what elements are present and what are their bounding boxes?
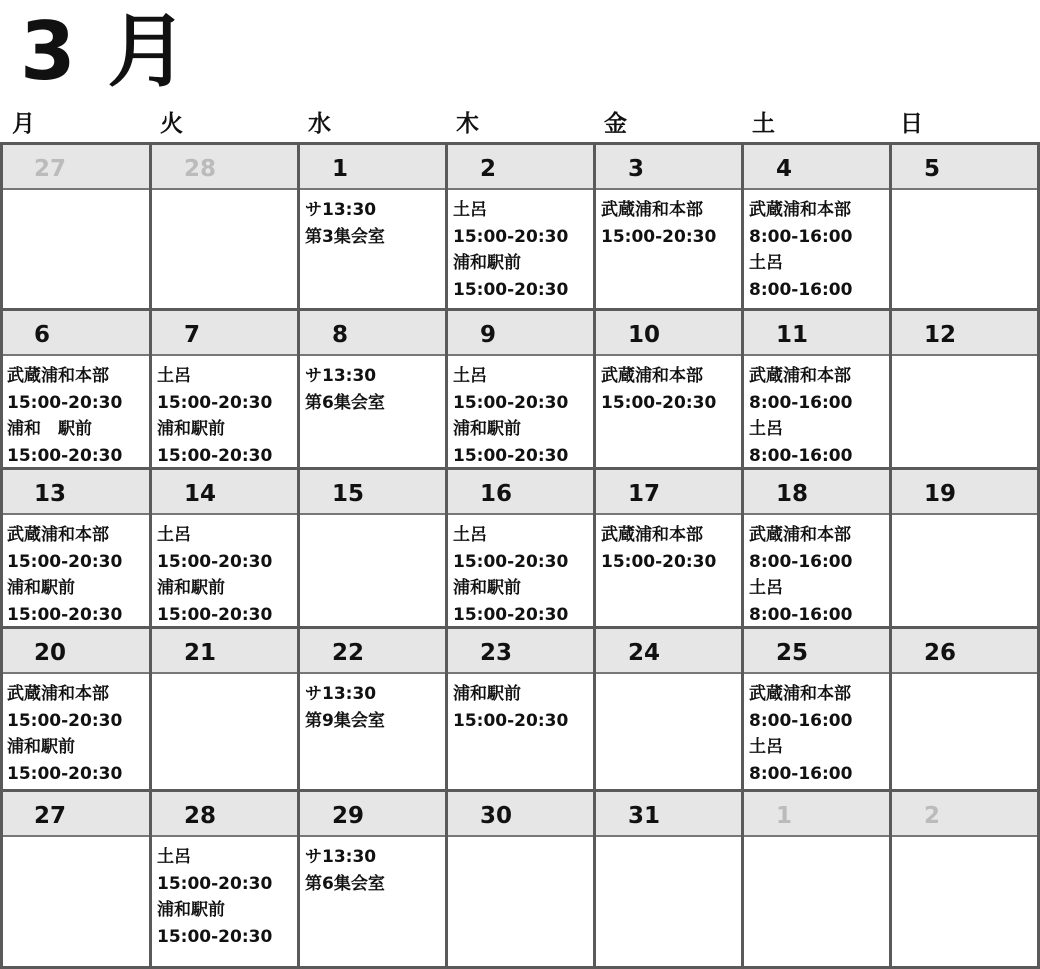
day-header — [0, 467, 150, 513]
event-list — [453, 522, 592, 628]
event-text: 8:00-16:00 — [749, 445, 853, 466]
day-cell[interactable] — [594, 626, 742, 789]
event-list — [453, 197, 592, 303]
day-header — [298, 626, 446, 672]
day-number: 25 — [776, 640, 809, 666]
event-text: 15:00-20:30 — [157, 551, 273, 572]
weekday-header — [0, 106, 1040, 142]
day-header — [298, 467, 446, 513]
event-list — [749, 363, 888, 469]
day-header — [890, 308, 1040, 354]
day-number: 26 — [924, 640, 957, 666]
day-cell[interactable] — [0, 626, 150, 789]
event-list — [453, 681, 592, 734]
event-list — [453, 363, 592, 469]
day-number: 18 — [776, 481, 809, 507]
day-header — [150, 467, 298, 513]
day-header — [446, 308, 594, 354]
grid-line — [149, 142, 152, 969]
day-cell[interactable] — [150, 626, 298, 789]
day-header — [742, 626, 890, 672]
event-text: 浦和駅前 — [157, 419, 225, 439]
event-list — [749, 522, 888, 628]
grid-line — [0, 467, 1040, 470]
event-list — [157, 363, 296, 469]
event-list — [7, 522, 148, 628]
day-header — [0, 626, 150, 672]
event-text: 15:00-20:30 — [601, 392, 717, 413]
event-list — [305, 681, 444, 734]
event-text: 浦和駅前 — [453, 419, 521, 439]
day-header — [890, 789, 1040, 835]
day-cell[interactable] — [446, 308, 594, 467]
day-header — [890, 467, 1040, 513]
day-number: 7 — [184, 322, 201, 348]
day-header — [742, 308, 890, 354]
event-text: 15:00-20:30 — [453, 392, 569, 413]
day-number: 13 — [34, 481, 67, 507]
event-text: 15:00-20:30 — [157, 926, 273, 947]
day-number: 31 — [628, 803, 661, 829]
day-number: 27 — [34, 156, 67, 182]
event-text: サ13:30 — [305, 366, 377, 386]
event-text: 浦和駅前 — [453, 253, 521, 273]
event-text: 武蔵浦和本部 — [749, 200, 851, 220]
day-cell[interactable] — [0, 467, 150, 626]
week-row — [0, 142, 1040, 308]
grid-line — [0, 835, 1040, 837]
grid-line — [445, 142, 448, 969]
day-cell[interactable] — [890, 467, 1040, 626]
day-header — [594, 308, 742, 354]
event-text: 15:00-20:30 — [157, 604, 273, 625]
event-text: 15:00-20:30 — [453, 604, 569, 625]
event-text: 浦和駅前 — [7, 578, 75, 598]
event-text: 15:00-20:30 — [453, 445, 569, 466]
day-number: 10 — [628, 322, 661, 348]
event-list — [7, 681, 148, 787]
day-header — [446, 142, 594, 188]
day-header — [742, 789, 890, 835]
event-text: サ13:30 — [305, 200, 377, 220]
grid-line — [0, 513, 1040, 515]
day-header — [150, 789, 298, 835]
event-text: 土呂 — [749, 253, 783, 273]
day-header — [150, 308, 298, 354]
day-number: 16 — [480, 481, 513, 507]
weekday-label: 水 — [308, 111, 331, 137]
day-header — [890, 142, 1040, 188]
event-text: 15:00-20:30 — [453, 226, 569, 247]
event-text: 15:00-20:30 — [7, 763, 123, 784]
day-header — [594, 467, 742, 513]
day-header — [594, 626, 742, 672]
day-number: 3 — [628, 156, 645, 182]
event-text: 武蔵浦和本部 — [601, 200, 703, 220]
day-number: 6 — [34, 322, 51, 348]
day-header — [0, 789, 150, 835]
day-cell[interactable] — [446, 789, 594, 969]
event-text: 第6集会室 — [305, 392, 385, 413]
event-text: 15:00-20:30 — [157, 392, 273, 413]
day-cell[interactable] — [0, 789, 150, 969]
event-text: 武蔵浦和本部 — [7, 366, 109, 386]
event-text: 15:00-20:30 — [7, 551, 123, 572]
day-cell[interactable] — [594, 467, 742, 626]
event-text: 15:00-20:30 — [7, 392, 123, 413]
day-cell[interactable] — [594, 308, 742, 467]
day-cell[interactable] — [742, 142, 890, 308]
grid-line — [889, 142, 892, 969]
event-text: 浦和駅前 — [157, 900, 225, 920]
event-list — [749, 197, 888, 303]
event-text: 土呂 — [749, 419, 783, 439]
event-text: 武蔵浦和本部 — [601, 525, 703, 545]
day-number: 23 — [480, 640, 513, 666]
calendar-grid — [0, 142, 1040, 969]
day-cell[interactable] — [446, 142, 594, 308]
day-header — [0, 308, 150, 354]
grid-line — [741, 142, 744, 969]
event-list — [601, 522, 740, 575]
day-cell[interactable] — [742, 467, 890, 626]
event-text: 8:00-16:00 — [749, 392, 853, 413]
day-number: 20 — [34, 640, 67, 666]
grid-line — [0, 672, 1040, 674]
day-header — [298, 789, 446, 835]
weekday-label: 月 — [12, 111, 35, 137]
day-cell[interactable] — [298, 142, 446, 308]
event-list — [157, 844, 296, 950]
day-cell[interactable] — [446, 626, 594, 789]
day-number: 19 — [924, 481, 957, 507]
day-number: 30 — [480, 803, 513, 829]
event-text: 第3集会室 — [305, 226, 385, 247]
event-text: 15:00-20:30 — [7, 604, 123, 625]
event-text: 15:00-20:30 — [601, 551, 717, 572]
event-text: 土呂 — [749, 737, 783, 757]
day-cell[interactable] — [890, 626, 1040, 789]
event-text: サ13:30 — [305, 684, 377, 704]
event-text: 土呂 — [157, 525, 191, 545]
day-number: 1 — [332, 156, 349, 182]
day-number: 12 — [924, 322, 957, 348]
event-text: 第9集会室 — [305, 710, 385, 731]
event-text: 土呂 — [157, 847, 191, 867]
event-text: 浦和駅前 — [157, 578, 225, 598]
event-text: 武蔵浦和本部 — [749, 366, 851, 386]
event-text: 浦和 駅前 — [7, 419, 92, 439]
day-number: 21 — [184, 640, 217, 666]
grid-line — [0, 308, 1040, 311]
day-header — [594, 142, 742, 188]
weekday-label: 金 — [604, 111, 627, 137]
day-number: 5 — [924, 156, 941, 182]
day-number: 27 — [34, 803, 67, 829]
event-text: 8:00-16:00 — [749, 604, 853, 625]
day-number: 24 — [628, 640, 661, 666]
event-text: サ13:30 — [305, 847, 377, 867]
day-header — [742, 142, 890, 188]
day-cell[interactable] — [890, 789, 1040, 969]
day-cell[interactable] — [742, 789, 890, 969]
day-cell[interactable] — [594, 789, 742, 969]
day-cell[interactable] — [150, 308, 298, 467]
event-list — [157, 522, 296, 628]
event-text: 15:00-20:30 — [453, 279, 569, 300]
day-number: 15 — [332, 481, 365, 507]
event-text: 15:00-20:30 — [7, 445, 123, 466]
event-text: 15:00-20:30 — [453, 710, 569, 731]
grid-line — [297, 142, 300, 969]
event-text: 15:00-20:30 — [157, 873, 273, 894]
day-cell[interactable] — [446, 467, 594, 626]
day-header — [0, 142, 150, 188]
event-list — [305, 363, 444, 416]
event-text: 浦和駅前 — [7, 737, 75, 757]
day-cell[interactable] — [890, 308, 1040, 467]
day-header — [446, 789, 594, 835]
day-number: 17 — [628, 481, 661, 507]
event-text: 8:00-16:00 — [749, 551, 853, 572]
event-text: 第6集会室 — [305, 873, 385, 894]
event-list — [749, 681, 888, 787]
event-text: 武蔵浦和本部 — [601, 366, 703, 386]
week-row — [0, 789, 1040, 969]
day-header — [742, 467, 890, 513]
day-cell[interactable] — [150, 467, 298, 626]
day-number: 4 — [776, 156, 793, 182]
day-header — [298, 142, 446, 188]
week-row — [0, 626, 1040, 789]
grid-line — [0, 354, 1040, 356]
day-number: 8 — [332, 322, 349, 348]
event-text: 土呂 — [453, 366, 487, 386]
event-text: 武蔵浦和本部 — [7, 684, 109, 704]
weekday-label: 木 — [456, 111, 479, 137]
day-cell[interactable] — [890, 142, 1040, 308]
event-text: 8:00-16:00 — [749, 226, 853, 247]
day-header — [298, 308, 446, 354]
day-header — [150, 142, 298, 188]
day-number: 22 — [332, 640, 365, 666]
day-number: 2 — [924, 803, 941, 829]
day-number: 28 — [184, 803, 217, 829]
day-cell[interactable] — [150, 789, 298, 969]
event-text: 15:00-20:30 — [601, 226, 717, 247]
event-text: 15:00-20:30 — [7, 710, 123, 731]
day-cell[interactable] — [298, 626, 446, 789]
weekday-label: 土 — [752, 111, 775, 137]
grid-line — [0, 789, 1040, 792]
grid-line — [0, 142, 3, 969]
event-text: 武蔵浦和本部 — [749, 684, 851, 704]
day-header — [446, 467, 594, 513]
day-header — [446, 626, 594, 672]
day-header — [150, 626, 298, 672]
event-text: 浦和駅前 — [453, 684, 521, 704]
grid-line — [0, 626, 1040, 629]
month-title: 3 月 — [20, 5, 190, 98]
day-cell[interactable] — [594, 142, 742, 308]
day-number: 14 — [184, 481, 217, 507]
day-cell[interactable] — [742, 308, 890, 467]
day-cell[interactable] — [0, 308, 150, 467]
event-list — [601, 363, 740, 416]
event-text: 土呂 — [157, 366, 191, 386]
grid-line — [0, 142, 1040, 145]
event-text: 15:00-20:30 — [453, 551, 569, 572]
day-number: 11 — [776, 322, 809, 348]
event-list — [7, 363, 148, 469]
event-text: 浦和駅前 — [453, 578, 521, 598]
event-list — [305, 844, 444, 897]
day-number: 28 — [184, 156, 217, 182]
grid-line — [593, 142, 596, 969]
day-number: 1 — [776, 803, 793, 829]
day-cell[interactable] — [742, 626, 890, 789]
event-text: 土呂 — [453, 525, 487, 545]
event-text: 武蔵浦和本部 — [749, 525, 851, 545]
event-text: 8:00-16:00 — [749, 279, 853, 300]
day-number: 9 — [480, 322, 497, 348]
event-text: 武蔵浦和本部 — [7, 525, 109, 545]
day-number: 2 — [480, 156, 497, 182]
week-row — [0, 467, 1040, 626]
event-text: 土呂 — [749, 578, 783, 598]
day-cell[interactable] — [0, 142, 150, 308]
week-row — [0, 308, 1040, 467]
day-header — [594, 789, 742, 835]
day-cell[interactable] — [298, 789, 446, 969]
event-text: 8:00-16:00 — [749, 710, 853, 731]
weekday-label: 日 — [900, 111, 923, 137]
event-text: 8:00-16:00 — [749, 763, 853, 784]
day-cell[interactable] — [150, 142, 298, 308]
day-number: 29 — [332, 803, 365, 829]
event-text: 土呂 — [453, 200, 487, 220]
day-cell[interactable] — [298, 467, 446, 626]
event-text: 15:00-20:30 — [157, 445, 273, 466]
event-list — [601, 197, 740, 250]
event-list — [305, 197, 444, 250]
weekday-label: 火 — [160, 111, 183, 137]
day-header — [890, 626, 1040, 672]
grid-line — [0, 188, 1040, 190]
day-cell[interactable] — [298, 308, 446, 467]
